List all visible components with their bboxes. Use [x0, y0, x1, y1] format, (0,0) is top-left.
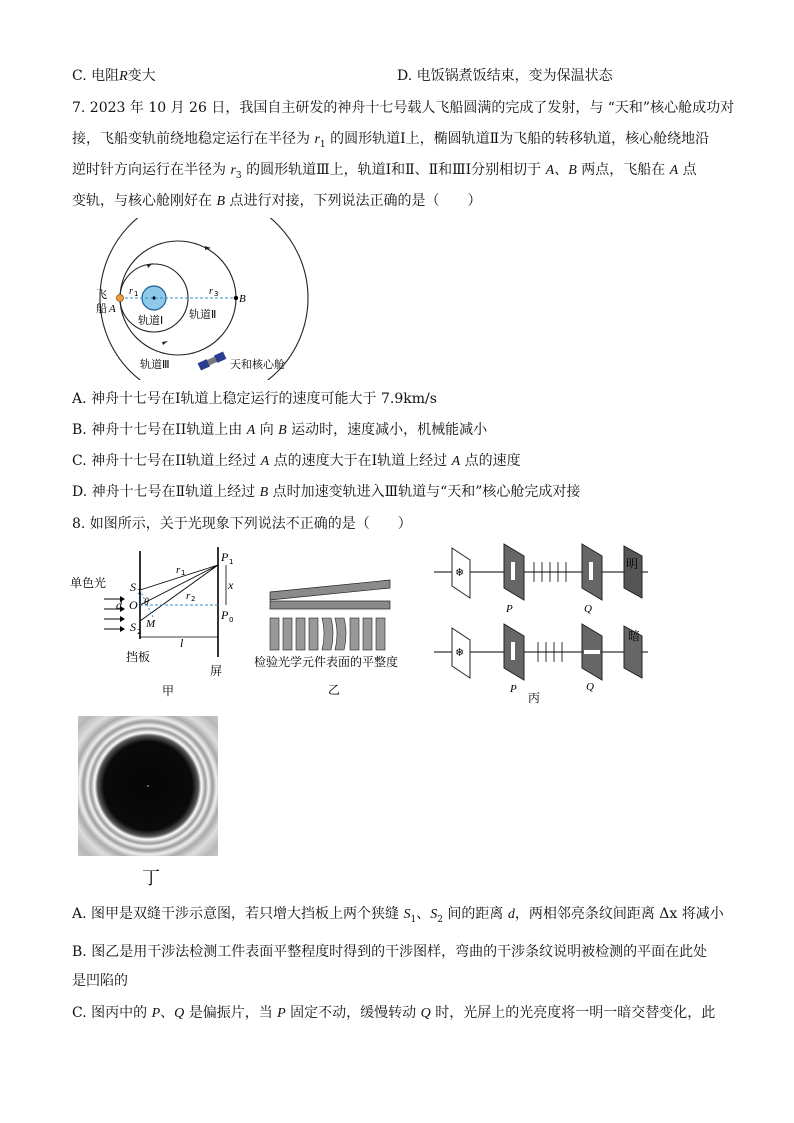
label-r1-sub: 1 [181, 569, 186, 577]
label-p-top: P [506, 603, 513, 615]
q7-stem-line-1: 7. 2023 年 10 月 26 日，我国自主研发的神舟十七号载人飞船圆满的完成了发射，与 “天和”核心舱成功对 [72, 100, 735, 116]
label-p-bottom: P [510, 683, 517, 695]
arrow-orbit-3 [162, 341, 168, 345]
q7-l3-text-2: 的圆形轨道Ⅲ上，轨道Ⅰ和Ⅱ、Ⅱ和ⅢⅠ分别相切于 [241, 162, 546, 178]
label-screen: 屏 [210, 664, 223, 678]
q8-option-c [72, 1003, 715, 1024]
q7-stem-line-4 [72, 191, 481, 212]
q7-stem-line-3 [72, 160, 697, 186]
q7-l3-sep: 、 [554, 162, 569, 178]
label-orbit-1: 轨道Ⅰ [138, 314, 164, 327]
var-s2: S [430, 907, 438, 922]
label-dark: 暗 [628, 629, 641, 643]
label-p0: P [221, 608, 229, 622]
sub-3: 3 [235, 170, 242, 181]
q8-option-a [72, 904, 724, 930]
q7-d-text-2: 点时加速变轨进入Ⅲ轨道与“天和”核心舱完成对接 [268, 484, 581, 500]
q7-option-b [72, 420, 487, 441]
q7-b-text-3: 运动时，速度减小，机械能减小 [286, 422, 488, 438]
label-s2-sub: 2 [137, 628, 142, 636]
q8-a-sep: 、 [416, 906, 431, 922]
label-r2: r [186, 590, 191, 602]
q8-a-text: A. 图甲是双缝干涉示意图，若只增大挡板上两个狭缝 [72, 906, 404, 922]
var-b-4: B [259, 485, 269, 500]
caption-yi: 乙 [328, 683, 341, 697]
q7-d-text: D. 神舟十七号在Ⅱ轨道上经过 [72, 484, 260, 500]
q8-stem: 8. 如图所示，关于光现象下列说法不正确的是（ ） [72, 516, 412, 532]
var-b-2: B [216, 194, 226, 209]
sub-s2: 2 [437, 914, 443, 925]
slit-p-bottom [511, 642, 515, 660]
point-b [234, 296, 238, 300]
label-s2: S [130, 620, 136, 634]
label-r3: r [209, 286, 213, 297]
sub-1: 1 [319, 139, 326, 150]
label-board: 挡板 [126, 650, 151, 664]
q8-c-text-3: 固定不动，缓慢转动 [285, 1005, 421, 1021]
q8-c-text-4: 时，光屏上的光亮度将一明一暗交替变化，此 [430, 1005, 716, 1021]
var-a-3: A [246, 423, 256, 438]
var-q-2: Q [420, 1006, 431, 1021]
var-r3: r [230, 163, 236, 178]
q7-option-c [72, 451, 521, 472]
label-r1: r [129, 286, 133, 297]
interference-fringes [270, 618, 385, 650]
var-s1: S [403, 907, 411, 922]
q7-l4-text-2: 点进行对接，下列说法正确的是（ ） [225, 193, 482, 209]
source-icon-bottom: ❄ [455, 646, 465, 659]
var-p-2: P [277, 1006, 286, 1021]
label-orbit-3: 轨道Ⅲ [140, 358, 170, 371]
q7-l3-text: 逆时针方向运行在半径为 [72, 162, 231, 178]
figure-jia-double-slit [68, 545, 240, 703]
label-s1: S [130, 580, 136, 594]
q8-c-text: C. 图丙中的 [72, 1005, 152, 1021]
label-m: M [146, 618, 156, 630]
q7-c-text-2: 点的速度大于在Ⅰ轨道上经过 [269, 453, 452, 469]
label-bright: 明 [626, 557, 639, 571]
var-a-2: A [669, 163, 679, 178]
label-d: d [116, 598, 122, 612]
label-r2-sub: 2 [191, 595, 196, 603]
var-a-5: A [451, 454, 461, 469]
q7-b-text-2: 向 [255, 422, 279, 438]
label-orbit-2: 轨道Ⅱ [189, 308, 217, 321]
sub-s1: 1 [410, 914, 417, 925]
label-theta: θ [144, 597, 149, 608]
label-ship-2: 船 [96, 302, 107, 315]
q6-option-c [72, 66, 156, 87]
q7-c-text-3: 点的速度 [460, 453, 521, 469]
q7-option-d [72, 482, 580, 503]
var-b-3: B [278, 423, 287, 438]
label-r1: r [176, 564, 181, 576]
var-b: B [568, 163, 577, 178]
label-p1: P [221, 550, 229, 564]
q8-c-sep: 、 [160, 1005, 175, 1021]
var-r: R [119, 69, 128, 84]
q7-stem-line-2 [72, 129, 709, 155]
figure-bing-polarizers [432, 540, 662, 706]
figure-ding-diffraction [78, 716, 220, 890]
source-icon-top: ❄ [455, 566, 465, 579]
q6-option-c-text-2: 变大 [127, 68, 156, 84]
q8-option-b-line-2: 是凹陷的 [72, 973, 128, 989]
label-x: x [228, 578, 234, 592]
q6-option-d: D. 电饭锅煮饭结束，变为保温状态 [397, 68, 613, 84]
q7-l3-text-3: 两点，飞船在 [576, 162, 670, 178]
top-plate [270, 580, 390, 600]
label-o: O [129, 598, 138, 612]
label-station: 天和核心舱 [230, 358, 285, 371]
label-a: A [109, 303, 116, 315]
label-p0-sub: 0 [229, 616, 234, 624]
slit-p-top [511, 562, 515, 580]
var-q: Q [174, 1006, 185, 1021]
q7-option-a: A. 神舟十七号在Ⅰ轨道上稳定运行的速度可能大于 7.9km/s [72, 391, 437, 407]
q7-c-text: C. 神舟十七号在ⅠⅠ轨道上经过 [72, 453, 261, 469]
caption-jia: 甲 [162, 684, 175, 698]
q8-a-text-3: ，两相邻亮条纹间距离 Δx 将减小 [514, 906, 724, 922]
q7-l4-text: 变轨，与核心舱刚好在 [72, 193, 217, 209]
label-r1-sub: 1 [134, 290, 139, 298]
center-dot [147, 785, 149, 787]
label-r3-sub: 3 [214, 290, 219, 298]
var-r1: r [314, 132, 320, 147]
q6-option-c-text: C. 电阻 [72, 68, 120, 84]
label-l: l [180, 636, 184, 650]
q7-b-text: B. 神舟十七号在ⅠⅠ轨道上由 [72, 422, 247, 438]
q7-l2-text: 接，飞船变轨前绕地稳定运行在半径为 [72, 131, 315, 147]
satellite-icon [198, 351, 227, 370]
q7-l3-text-4: 点 [678, 162, 697, 178]
caption-bing: 丙 [528, 691, 541, 705]
q8-c-text-2: 是偏振片，当 [184, 1005, 278, 1021]
label-flatness: 检验光学元件表面的平整度 [254, 655, 399, 669]
label-q-top: Q [584, 603, 592, 615]
screen-top [624, 546, 642, 598]
orbit-figure [72, 218, 312, 380]
var-a-4: A [260, 454, 270, 469]
figure-yi-flatness [252, 570, 448, 702]
label-p1-sub: 1 [229, 558, 234, 566]
slit-q-bottom [584, 650, 600, 654]
var-a: A [545, 163, 555, 178]
label-ship-1: 飞 [96, 288, 107, 301]
label-mono: 单色光 [70, 576, 107, 590]
orbit-3 [100, 218, 308, 380]
label-b: B [239, 293, 246, 305]
bottom-plate [270, 601, 390, 609]
q8-a-text-2: 间的距离 [442, 906, 508, 922]
var-p: P [151, 1006, 161, 1021]
ship-point-a [117, 295, 124, 302]
var-d: d [507, 907, 515, 922]
caption-ding: 丁 [142, 868, 160, 889]
slit-q-top [589, 562, 593, 580]
q7-l2-text-2: 的圆形轨道Ⅰ上，椭圆轨道Ⅱ为飞船的转移轨道，核心舱绕地沿 [325, 131, 710, 147]
q8-option-b-line-1: B. 图乙是用干涉法检测工件表面平整程度时得到的干涉图样，弯曲的干涉条纹说明被检测的平面在此处 [72, 944, 708, 960]
label-q-bottom: Q [586, 681, 594, 693]
label-s1-sub: 1 [137, 588, 142, 596]
